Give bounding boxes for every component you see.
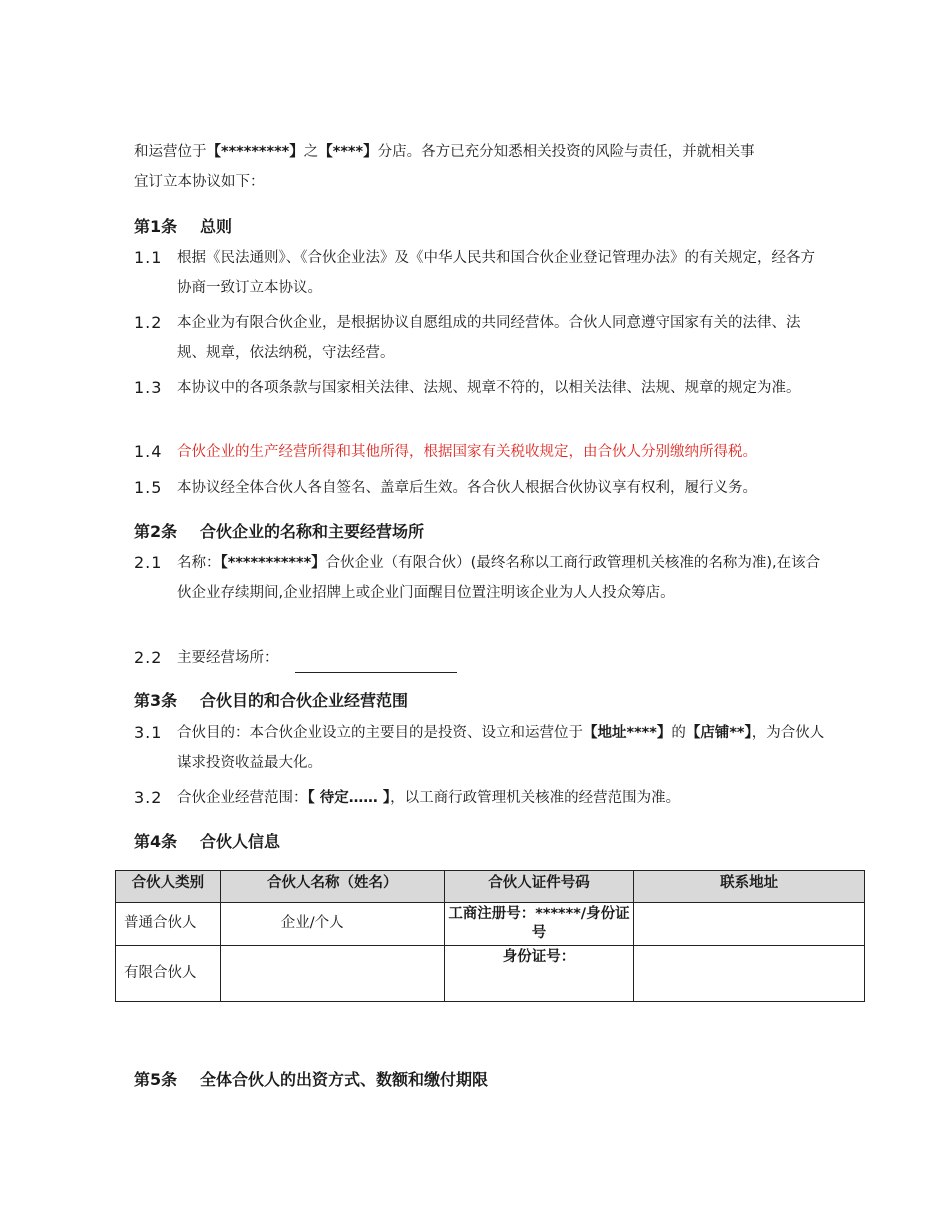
clause-number: 3.1 — [134, 723, 163, 742]
article-title: 合伙人信息 — [200, 832, 281, 851]
table-row — [116, 903, 865, 946]
table-header-cell: 合伙人证件号码 — [444, 871, 634, 903]
clause-text: 本企业为有限合伙企业，是根据协议自愿组成的共同经营体。合伙人同意遵守国家有关的法律、法规、规章，依法纳税，守法经营。 — [177, 315, 801, 361]
article-title: 总则 — [200, 217, 233, 236]
article-3-heading — [134, 690, 408, 712]
clause-number: 1.2 — [134, 313, 163, 332]
article-number: 第1条 — [134, 217, 178, 236]
table-cell: 身份证号： — [444, 946, 634, 1002]
partner-info-table — [115, 870, 865, 1002]
table-cell — [220, 946, 444, 1002]
intro-text: 分店。各方已充分知悉相关投资的风险与责任，并就相关事 — [377, 144, 755, 160]
clause-number: 2.1 — [134, 553, 163, 572]
article-2-heading — [134, 521, 424, 543]
article-number: 第3条 — [134, 691, 178, 710]
scope-placeholder: 【 待定…… 】 — [307, 790, 391, 806]
clause-text: 本协议经全体合伙人各自签名、盖章后生效。各合伙人根据合伙协议享有权利，履行义务。 — [177, 480, 757, 496]
table-header-row — [116, 871, 865, 903]
clause-text: 合伙企业经营范围：【 待定…… 】，以工商行政管理机关核准的经营范围为准。 — [177, 790, 681, 806]
table-cell — [634, 946, 865, 1002]
company-name-placeholder: 【***********】 — [220, 555, 326, 571]
intro-placeholder-branch: 【****】 — [318, 144, 378, 160]
article-title: 合伙企业的名称和主要经营场所 — [200, 522, 425, 541]
clause-number: 1.4 — [134, 442, 163, 461]
clause-text-highlighted: 合伙企业的生产经营所得和其他所得，根据国家有关税收规定，由合伙人分别缴纳所得税。 — [177, 444, 757, 460]
clause-text: 主要经营场所： — [177, 643, 827, 673]
table-cell: 企业/个人 — [220, 903, 444, 946]
article-5-heading — [134, 1069, 488, 1091]
intro-text: 之 — [303, 144, 319, 160]
clause-text: 合伙目的：本合伙企业设立的主要目的是投资、设立和运营位于【地址****】的【店铺**】，为合伙人谋求投资收益最大化。 — [177, 725, 825, 771]
intro-text: 宜订立本协议如下： — [134, 174, 265, 190]
article-4-heading — [134, 831, 280, 853]
table-cell: 普通合伙人 — [116, 903, 221, 946]
table-cell: 有限合伙人 — [116, 946, 221, 1002]
article-number: 第5条 — [134, 1070, 178, 1089]
article-1-heading — [134, 216, 232, 238]
intro-text: 和运营位于 — [134, 144, 207, 160]
intro-paragraph — [134, 137, 834, 197]
article-title: 合伙目的和合伙企业经营范围 — [200, 691, 409, 710]
table-header-cell: 合伙人名称（姓名） — [220, 871, 444, 903]
clause-number: 1.5 — [134, 478, 163, 497]
table-cell — [634, 903, 865, 946]
clause-text: 名称：【***********】合伙企业（有限合伙）(最终名称以工商行政管理机关核准的名称为准),在该合伙企业存续期间,企业招牌上或企业门面醒目位置注明该企业为人人投众筹店。 — [177, 555, 821, 601]
article-number: 第2条 — [134, 522, 178, 541]
intro-placeholder-location: 【*********】 — [206, 144, 304, 160]
table-row — [116, 946, 865, 1002]
clause-number: 3.2 — [134, 788, 163, 807]
clause-number: 1.1 — [134, 248, 163, 267]
article-number: 第4条 — [134, 832, 178, 851]
table-header-cell: 联系地址 — [634, 871, 865, 903]
address-placeholder: 【地址****】 — [583, 725, 672, 741]
clause-number: 2.2 — [134, 648, 163, 667]
table-header-cell: 合伙人类别 — [116, 871, 221, 903]
clause-text: 本协议中的各项条款与国家相关法律、法规、规章不符的，以相关法律、法规、规章的规定为准。 — [177, 380, 801, 396]
clause-number: 1.3 — [134, 378, 163, 397]
table-cell: 工商注册号：******/身份证号 — [444, 903, 634, 946]
article-title: 全体合伙人的出资方式、数额和缴付期限 — [200, 1070, 489, 1089]
store-placeholder: 【店铺**】 — [685, 725, 752, 741]
clause-text: 根据《民法通则》、《合伙企业法》及《中华人民共和国合伙企业登记管理办法》的有关规定，经各方协商一致订立本协议。 — [177, 250, 815, 296]
blank-line — [295, 652, 457, 673]
